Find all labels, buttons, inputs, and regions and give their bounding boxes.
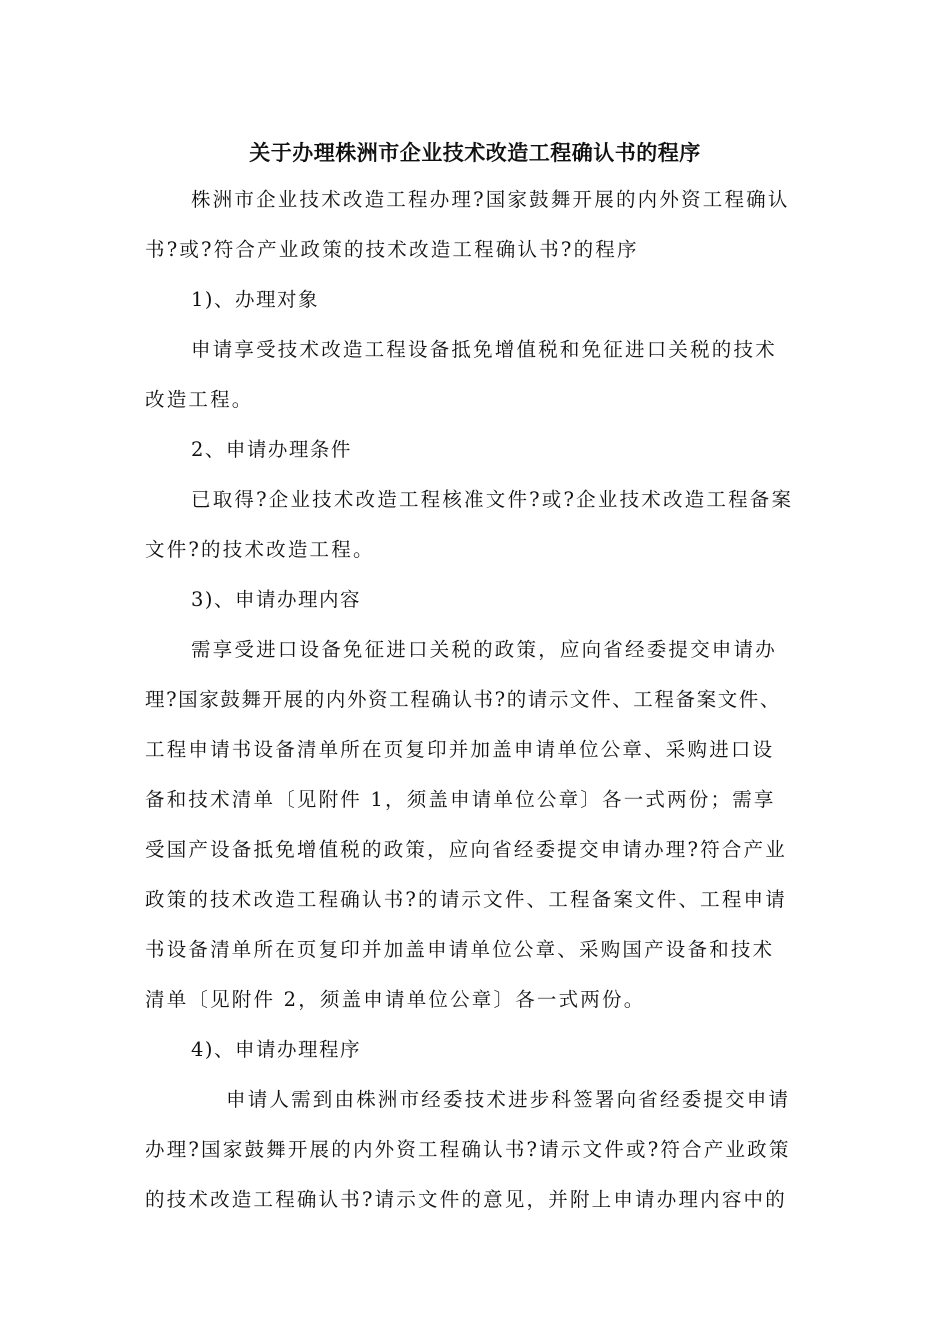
- document-title: 关于办理株洲市企业技术改造工程确认书的程序: [249, 140, 701, 165]
- paragraph-line: 书设备清单所在页复印并加盖申请单位公章、采购国产设备和技术: [145, 938, 775, 961]
- paragraph-line: 工程申请书设备清单所在页复印并加盖申请单位公章、采购进口设: [145, 738, 775, 761]
- paragraph-line: 书?或?符合产业政策的技术改造工程确认书?的程序: [145, 238, 639, 261]
- paragraph-line: 理?国家鼓舞开展的内外资工程确认书?的请示文件、工程备案文件、: [145, 688, 782, 711]
- paragraph-line: 办理?国家鼓舞开展的内外资工程确认书?请示文件或?符合产业政策: [145, 1138, 791, 1161]
- paragraph-line: 受国产设备抵免增值税的政策，应向省经委提交申请办理?符合产业: [145, 838, 787, 861]
- paragraph-line: 备和技术清单〔见附件 1，须盖申请单位公章〕各一式两份；需享: [145, 788, 776, 811]
- paragraph-line: 需享受进口设备免征进口关税的政策，应向省经委提交申请办: [191, 638, 777, 661]
- paragraph-line: 政策的技术改造工程确认书?的请示文件、工程备案文件、工程申请: [145, 888, 787, 911]
- section-heading: 2、申请办理条件: [191, 438, 352, 461]
- paragraph-line: 的技术改造工程确认书?请示文件的意见，并附上申请办理内容中的: [145, 1188, 787, 1211]
- paragraph-line: 申请享受技术改造工程设备抵免增值税和免征进口关税的技术: [191, 338, 777, 361]
- paragraph-line: 株洲市企业技术改造工程办理?国家鼓舞开展的内外资工程确认: [191, 188, 790, 211]
- paragraph-line: 文件?的技术改造工程。: [145, 538, 375, 561]
- paragraph-line: 清单〔见附件 2，须盖申请单位公章〕各一式两份。: [145, 988, 646, 1011]
- paragraph-line: 已取得?企业技术改造工程核准文件?或?企业技术改造工程备案: [191, 488, 794, 511]
- section-heading: 1)、办理对象: [191, 288, 320, 311]
- section-heading: 3)、申请办理内容: [191, 588, 362, 611]
- paragraph-line: 申请人需到由株洲市经委技术进步科签署向省经委提交申请: [226, 1088, 791, 1111]
- paragraph-line: 改造工程。: [145, 388, 254, 411]
- section-heading: 4)、申请办理程序: [191, 1038, 362, 1061]
